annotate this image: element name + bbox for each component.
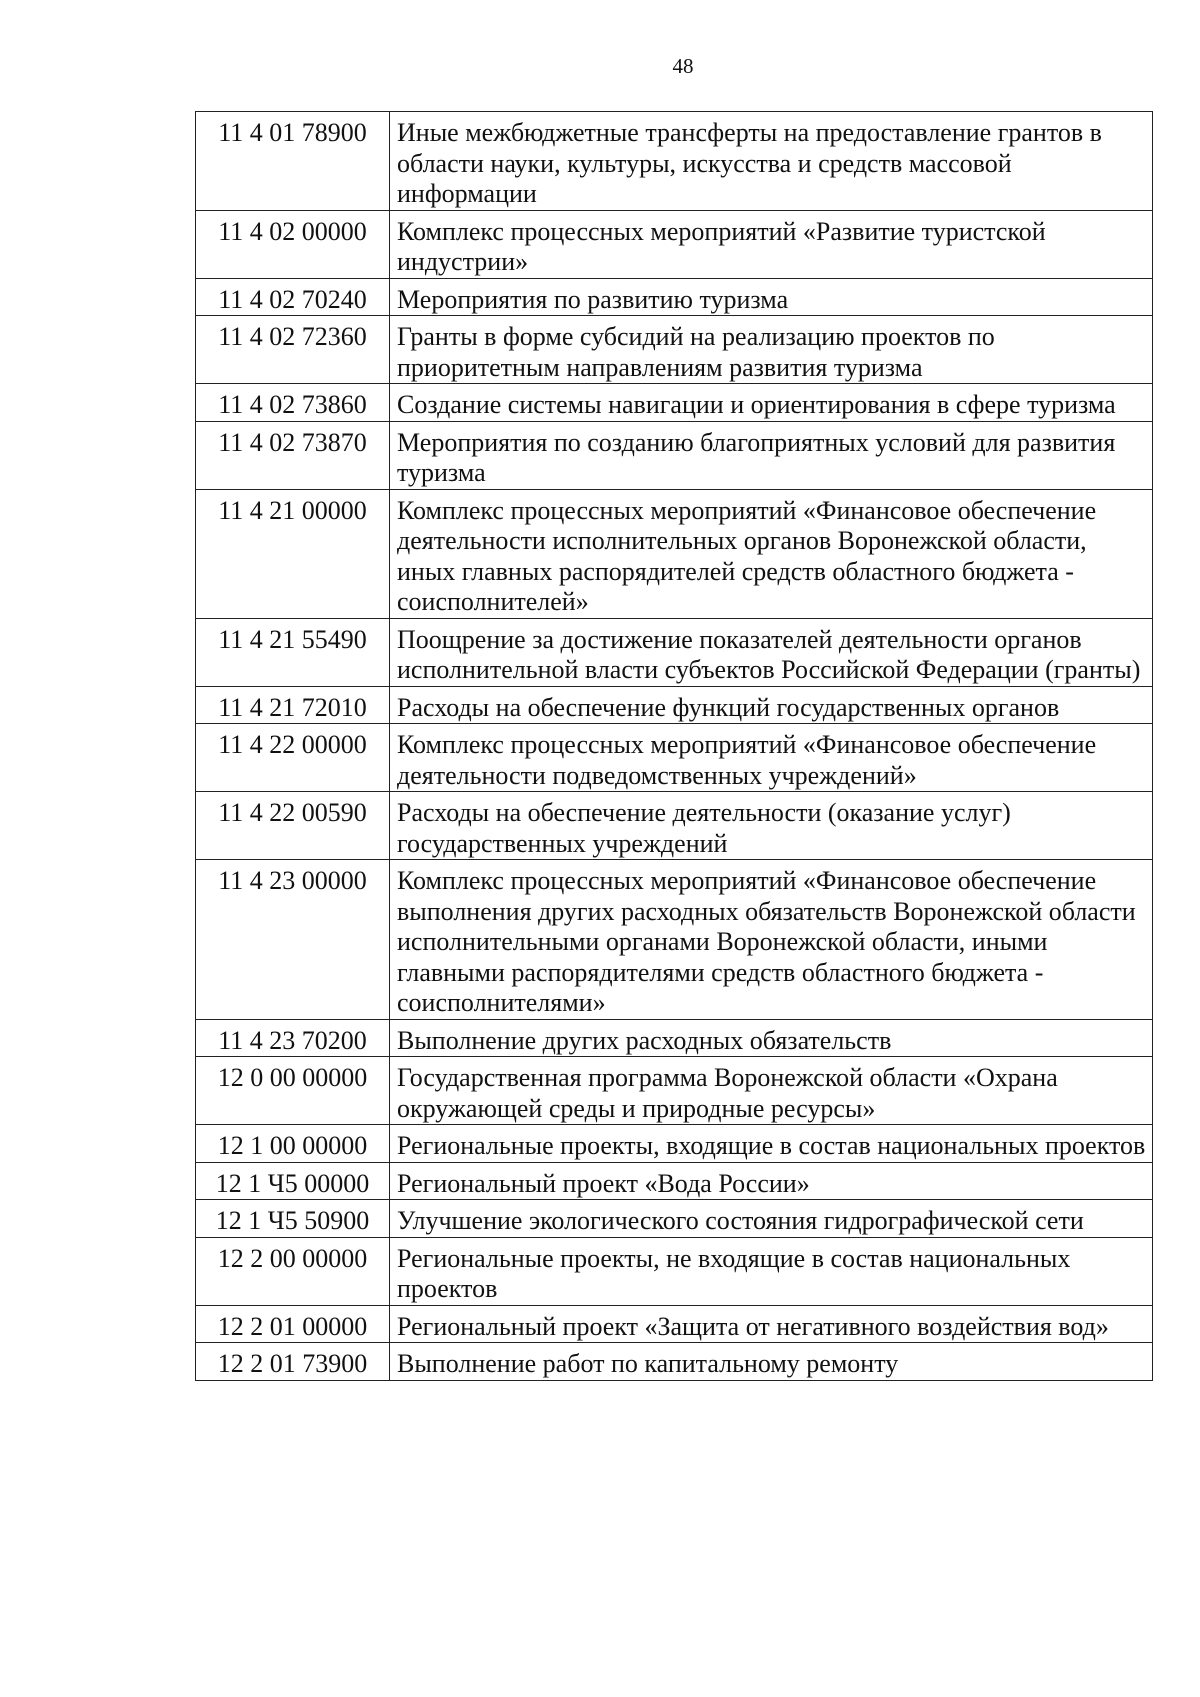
expense-description: Комплекс процессных мероприятий «Развитие туристской индустрии» — [390, 210, 1153, 278]
expense-description: Региональные проекты, не входящие в состав национальных проектов — [390, 1237, 1153, 1305]
classification-code: 12 2 00 00000 — [196, 1237, 390, 1305]
classification-code: 11 4 23 70200 — [196, 1019, 390, 1057]
expense-description: Комплекс процессных мероприятий «Финансовое обеспечение деятельности исполнительных органов Воронежской области, иных главных распорядителей средств областного бюджета - соисполнителей» — [390, 489, 1153, 618]
table-row — [196, 421, 1153, 489]
expense-description: Региональные проекты, входящие в состав национальных проектов — [390, 1125, 1153, 1163]
expense-description: Расходы на обеспечение деятельности (оказание услуг) государственных учреждений — [390, 792, 1153, 860]
table-row — [196, 384, 1153, 422]
expense-description: Выполнение работ по капитальному ремонту — [390, 1343, 1153, 1381]
classification-code: 12 2 01 00000 — [196, 1305, 390, 1343]
classification-code: 11 4 21 55490 — [196, 618, 390, 686]
expense-description: Региональный проект «Вода России» — [390, 1162, 1153, 1200]
table-row — [196, 1200, 1153, 1238]
table-row — [196, 724, 1153, 792]
table-row — [196, 210, 1153, 278]
classification-code: 11 4 22 00590 — [196, 792, 390, 860]
table-row — [196, 792, 1153, 860]
expense-description: Расходы на обеспечение функций государственных органов — [390, 686, 1153, 724]
table-row — [196, 316, 1153, 384]
table-row — [196, 1019, 1153, 1057]
expense-description: Поощрение за достижение показателей деятельности органов исполнительной власти субъектов Российской Федерации (гранты) — [390, 618, 1153, 686]
classification-code: 11 4 02 70240 — [196, 278, 390, 316]
expense-description: Иные межбюджетные трансферты на предоставление грантов в области науки, культуры, искусства и средств массовой информации — [390, 112, 1153, 211]
classification-code: 11 4 21 72010 — [196, 686, 390, 724]
classification-code: 12 1 Ч5 50900 — [196, 1200, 390, 1238]
table-row — [196, 1237, 1153, 1305]
classification-code: 11 4 02 73870 — [196, 421, 390, 489]
table-row — [196, 860, 1153, 1020]
classification-code: 12 2 01 73900 — [196, 1343, 390, 1381]
budget-classification-table — [195, 111, 1153, 1381]
classification-code: 11 4 21 00000 — [196, 489, 390, 618]
table-row — [196, 278, 1153, 316]
table-row — [196, 686, 1153, 724]
expense-description: Выполнение других расходных обязательств — [390, 1019, 1153, 1057]
classification-code: 11 4 02 73860 — [196, 384, 390, 422]
classification-code: 11 4 02 72360 — [196, 316, 390, 384]
classification-code: 11 4 22 00000 — [196, 724, 390, 792]
expense-description: Гранты в форме субсидий на реализацию проектов по приоритетным направлениям развития туризма — [390, 316, 1153, 384]
table-row — [196, 1305, 1153, 1343]
table-row — [196, 112, 1153, 211]
expense-description: Комплекс процессных мероприятий «Финансовое обеспечение деятельности подведомственных учреждений» — [390, 724, 1153, 792]
expense-description: Региональный проект «Защита от негативного воздействия вод» — [390, 1305, 1153, 1343]
expense-description: Мероприятия по созданию благоприятных условий для развития туризма — [390, 421, 1153, 489]
table-row — [196, 1125, 1153, 1163]
table-row — [196, 1343, 1153, 1381]
classification-code: 12 1 00 00000 — [196, 1125, 390, 1163]
table-row — [196, 618, 1153, 686]
classification-code: 12 0 00 00000 — [196, 1057, 390, 1125]
classification-code: 11 4 01 78900 — [196, 112, 390, 211]
expense-description: Комплекс процессных мероприятий «Финансовое обеспечение выполнения других расходных обязательств Воронежской области исполнительными органами Воронежской области, иными главными распорядителями средств областного бюджета - соисполнителями» — [390, 860, 1153, 1020]
expense-description: Создание системы навигации и ориентирования в сфере туризма — [390, 384, 1153, 422]
table-row — [196, 489, 1153, 618]
expense-description: Государственная программа Воронежской области «Охрана окружающей среды и природные ресурсы» — [390, 1057, 1153, 1125]
classification-code: 12 1 Ч5 00000 — [196, 1162, 390, 1200]
table-row — [196, 1162, 1153, 1200]
expense-description: Мероприятия по развитию туризма — [390, 278, 1153, 316]
table-body — [196, 112, 1153, 1381]
classification-code: 11 4 02 00000 — [196, 210, 390, 278]
table-row — [196, 1057, 1153, 1125]
classification-code: 11 4 23 00000 — [196, 860, 390, 1020]
expense-description: Улучшение экологического состояния гидрографической сети — [390, 1200, 1153, 1238]
page-number: 48 — [672, 54, 694, 78]
